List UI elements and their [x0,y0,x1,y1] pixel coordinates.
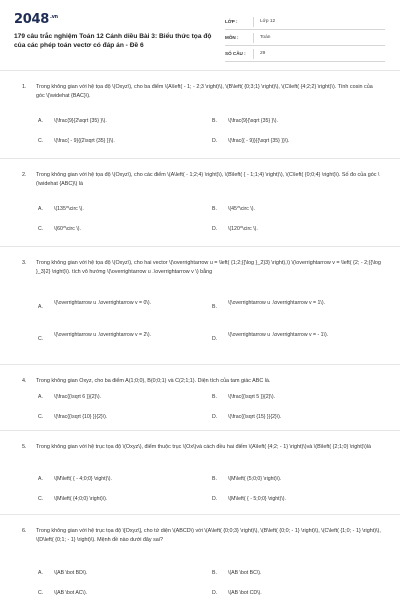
question-stem [22,377,382,386]
option-letter: C. [38,590,44,596]
question-3 [0,246,400,364]
option-text: \(120^\circ \). [228,226,258,232]
option-text: \(M\left( { - 4;0;0} \right)\). [54,476,112,482]
option-d[interactable] [212,225,372,233]
info-divider [253,49,254,59]
option-text: \(\overrightarrow u .\overrightarrow v = 0\). [54,300,152,306]
option-text: \(135^\circ \). [54,206,84,212]
option-b[interactable] [212,393,372,401]
question-text: Trong không gian với hệ tọa độ \(Oxyz\), cho hai vector \(\overrightarrow u = \left( {1;2;{{\log }_2}3} \right),\) \(\overrightarrow v = \left( {2; - 2;{{\log }_3}2} \right)\). tích vô hướng \(\overrightarrow u .\overrightarrow v \) bằng [36,260,381,275]
option-d[interactable] [212,331,362,343]
option-text: \(45^\circ \). [228,206,255,212]
question-number: 5. [22,444,27,450]
option-c[interactable] [38,331,168,343]
info-label: SỐ CÂU : [225,51,246,56]
option-text: \(AB \bot BC\). [228,570,262,576]
option-text: \(\frac{{\sqrt 5 }}{2}\). [228,394,276,400]
option-text: \(\frac{{\sqrt 6 }}{2}\). [54,394,102,400]
option-letter: C. [38,496,44,502]
option-letter: B. [212,304,217,310]
option-b[interactable] [212,117,372,125]
option-text: \(\frac{9}{\sqrt {35} }\). [228,118,278,124]
question-4 [0,364,400,430]
question-number: 6. [22,528,27,534]
option-d[interactable] [212,495,372,503]
option-c[interactable] [38,495,188,503]
option-text: \(AB \bot BD\). [54,570,88,576]
option-letter: D. [212,138,218,144]
option-c[interactable] [38,589,188,597]
logo-tld: .vn [49,13,58,20]
option-letter: B. [212,118,217,124]
question-text: Trong không gian với hệ tọa độ \(Oxyz\), cho ba điểm \(A\left( - 1; - 2;3 \right)\), \(B\left( {0;3;1} \right)\), \(C\left( {4;2;2} \right)\). Tính cosin của góc \(\widehat {BAC}\). [36,84,373,99]
question-stem [22,443,382,452]
question-1 [0,70,400,158]
info-row-count [225,46,385,62]
info-box [225,14,385,62]
question-stem [22,259,382,276]
question-number: 3. [22,260,27,266]
page-title: 179 câu trắc nghiệm Toán 12 Cánh diều Bài 3: Biểu thức tọa độ của các phép toán vectơ có đáp án - Đề 6 [14,33,212,49]
info-value: 29 [260,51,266,56]
option-text: \(\overrightarrow u .\overrightarrow v = 2\). [54,332,152,338]
question-6 [0,514,400,600]
option-a[interactable] [38,205,188,213]
option-letter: D. [212,414,218,420]
option-a[interactable] [38,475,188,483]
option-text: \(60^\circ \). [54,226,81,232]
option-text: \(M\left( {5;0;0} \right)\). [228,476,282,482]
option-a[interactable] [38,569,188,577]
option-text: \(\overrightarrow u .\overrightarrow v = - 1\). [228,332,329,338]
option-letter: A. [38,394,43,400]
option-letter: B. [212,570,217,576]
option-c[interactable] [38,413,188,421]
info-label: MÔN : [225,35,239,40]
option-letter: C. [38,336,44,342]
option-letter: D. [212,590,218,596]
page-header [0,0,400,62]
option-text: \(\frac{{\sqrt {10} }}{2}\). [54,414,108,420]
logo-main: 2048 [14,12,49,27]
option-letter: A. [38,304,43,310]
option-text: \(\frac{{ - 9}}{{\sqrt {35} }}\). [228,138,290,144]
option-a[interactable] [38,299,168,311]
option-c[interactable] [38,137,188,145]
site-logo[interactable] [14,12,58,27]
question-text: Trong không gian với hệ tọa độ \(Oxyz\), cho các điểm \(A\left( - 1;2;4) \right)\), \(B\left( { - 1;1;4} \right)\), \(C\left( {0;0;4} \right)\). Số đo của góc \(\widehat {ABC}\) là [36,172,380,187]
info-divider [253,17,254,27]
option-d[interactable] [212,137,372,145]
option-text: \(M\left( { - 5;0;0} \right)\). [228,496,286,502]
option-letter: A. [38,476,43,482]
question-stem [22,527,382,544]
option-letter: D. [212,226,218,232]
option-letter: A. [38,118,43,124]
option-text: \(M\left( {4;0;0} \right)\). [54,496,108,502]
option-b[interactable] [212,205,372,213]
question-number: 4. [22,378,27,384]
question-stem [22,83,382,100]
option-a[interactable] [38,393,188,401]
question-number: 1. [22,84,27,90]
option-b[interactable] [212,299,362,311]
info-divider [253,33,254,43]
option-b[interactable] [212,475,372,483]
option-c[interactable] [38,225,188,233]
question-number: 2. [22,172,27,178]
info-row-class [225,14,385,30]
question-text: Trong không gian Oxyz, cho ba điểm A(1;0;0), B(0;0;1) và C(2;1;1). Diện tích của tam giác ABC là. [36,378,271,384]
info-value: Lớp 12 [260,19,276,24]
question-2 [0,158,400,246]
option-letter: C. [38,414,44,420]
option-b[interactable] [212,569,372,577]
option-letter: D. [212,336,218,342]
question-stem [22,171,382,188]
info-row-subject [225,30,385,46]
option-letter: C. [38,138,44,144]
info-value: Toán [260,35,271,40]
option-text: \(AB \bot AC\). [54,590,88,596]
question-5 [0,430,400,514]
option-text: \(\frac{{\sqrt {15} }}{2}\). [228,414,282,420]
option-letter: C. [38,226,44,232]
option-text: \(\overrightarrow u .\overrightarrow v = 1\). [228,300,326,306]
option-a[interactable] [38,117,188,125]
option-text: \(AB \bot CD\). [228,590,262,596]
option-letter: D. [212,496,218,502]
option-d[interactable] [212,413,372,421]
question-text: Trong không gian với hệ trục tọa độ \[Oxyz\], cho tứ diện \(ABCD\) với \(A\left( {0;0;3} \right)\), \(B\left( {0;0; - 1} \right)\), \(C\left( {1;0; - 1} \right)\), \(D\left( {0;1; - 1} \right)\). Mệnh đề nào dưới đây sai? [36,528,381,543]
option-letter: B. [212,394,217,400]
option-text: \(\frac{9}{2\sqrt {35} }\). [54,118,107,124]
option-text: \(\frac{ - 9}{{2\sqrt {35} }}\). [54,138,115,144]
question-text: Trong không gian với hệ trục tọa độ \(Oxyz\), điểm thuộc trục \(Ox\)và cách đều hai điểm \(A\left( {4;2; - 1} \right)\)và \(B\left( {2;1;0} \right)\)là [36,444,372,450]
option-d[interactable] [212,589,372,597]
info-label: LỚP : [225,19,238,24]
option-letter: B. [212,206,217,212]
option-letter: A. [38,570,43,576]
option-letter: A. [38,206,43,212]
option-letter: B. [212,476,217,482]
